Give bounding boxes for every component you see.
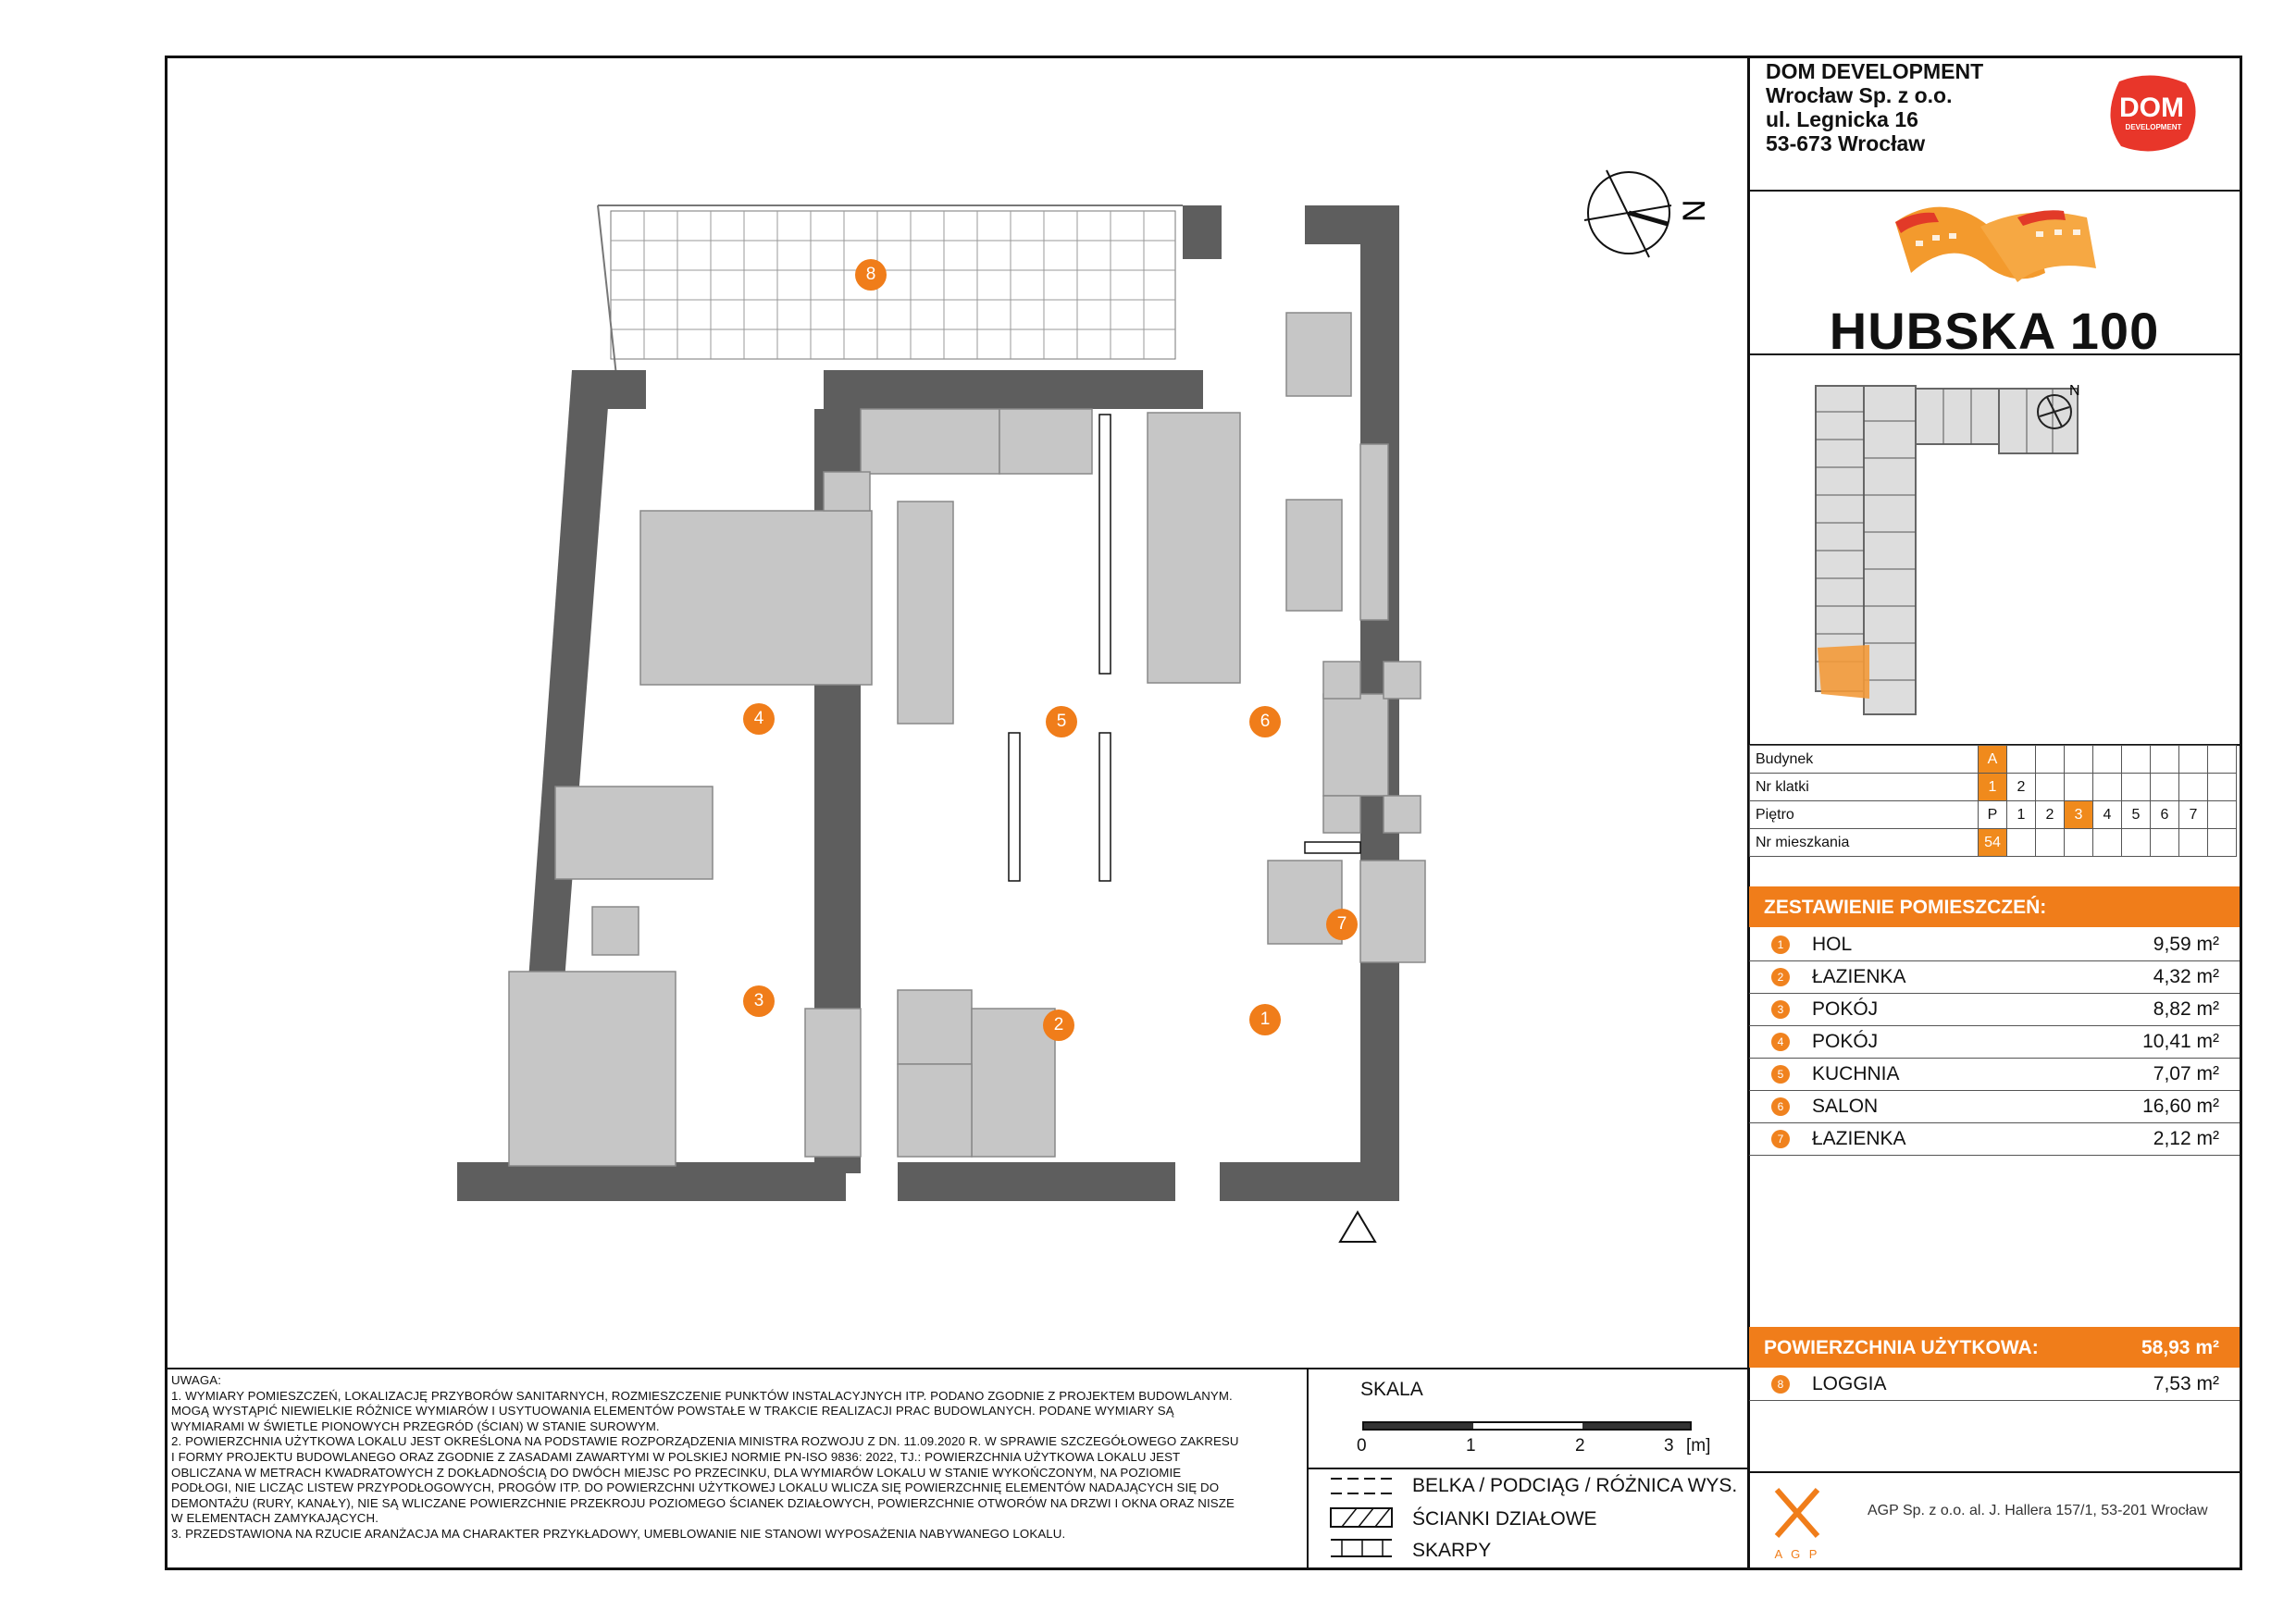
note-line: MOGĄ WYSTĄPIĆ NIEWIELKIE RÓŻNICE WYMIARÓW I USYTUOWANIA ELEMENTÓW POWSTAŁE W TRAKCIE REALIZACJI PRAC BUDOWLANYCH. PODANE WYMIARY SĄ [171, 1404, 1174, 1419]
room-name: LOGGIA [1812, 1373, 1887, 1394]
developer-street: ul. Legnicka 16 [1766, 107, 1918, 131]
developer-address [1766, 59, 1983, 155]
room-area: 16,60 m² [2142, 1096, 2219, 1117]
room-area: 9,59 m² [2153, 934, 2219, 955]
scale-tick: 1 [1466, 1436, 1476, 1456]
room-number-badge: 3 [1771, 1000, 1790, 1019]
beam-legend-label: BELKA / PODCIĄG / RÓŻNICA WYS. [1412, 1475, 1738, 1496]
room-name: HOL [1812, 934, 1853, 955]
usable-area-label: POWIERZCHNIA UŻYTKOWA: [1764, 1337, 2039, 1358]
floor-value: P [1979, 801, 2007, 829]
note-line: 2. POWIERZCHNIA UŻYTKOWA LOKALU JEST OKREŚLONA NA PODSTAWIE ROZPORZĄDZENIA MINISTRA ROZWOJU Z DN. 11.09.2020 R. W SPRAWIE SZCZEGÓŁOWEGO ZAKRESU [171, 1434, 1239, 1449]
agp-logo-icon [1769, 1484, 1825, 1562]
apartment-info-table [1749, 745, 2237, 857]
legend-divider [1307, 1468, 1749, 1469]
agp-address: AGP Sp. z o.o. al. J. Hallera 157/1, 53-201 Wrocław [1868, 1503, 2208, 1518]
entrance-marker-icon [1338, 1210, 1377, 1244]
note-line: OBLICZANA W METRACH KWADRATOWYCH Z DOKŁADNOŚCIĄ DO DWÓCH MIEJSC PO PRZECINKU, DLA WYMIARÓW LOKALU W STANIE WYKOŃCZONYM, NA POZIOMIE [171, 1465, 1182, 1480]
reveal-legend-icon [1329, 1536, 1394, 1560]
plan-room-badge: 3 [743, 985, 775, 1017]
film-strip-graphic [1888, 194, 2101, 291]
plan-room-badge: 1 [1249, 1004, 1281, 1035]
room-number-badge: 8 [1771, 1375, 1790, 1394]
dom-development-logo [2101, 72, 2203, 155]
room-row [1749, 1026, 2240, 1059]
room-number-badge: 5 [1771, 1065, 1790, 1084]
plan-room-badge: 8 [855, 259, 887, 291]
scale-tick: 2 [1575, 1436, 1585, 1456]
floor-value: 1 [2007, 801, 2036, 829]
scale-unit: [m] [1686, 1436, 1711, 1456]
room-number-badge: 1 [1771, 935, 1790, 954]
header-divider [1747, 190, 2242, 192]
room-row [1749, 1123, 2240, 1156]
room-name: KUCHNIA [1812, 1063, 1900, 1084]
floor-value: 6 [2151, 801, 2179, 829]
loggia-grid [611, 211, 1175, 359]
note-line: W ELEMENTACH ZAMYKAJĄCYCH. [171, 1511, 379, 1526]
floor-row [1750, 801, 2237, 829]
scale-tick: 3 [1664, 1436, 1674, 1456]
room-number-badge: 4 [1771, 1033, 1790, 1051]
room-area: 10,41 m² [2142, 1031, 2219, 1052]
loggia-row [1749, 1369, 2240, 1401]
room-name: ŁAZIENKA [1812, 966, 1906, 987]
room-number-badge: 6 [1771, 1097, 1790, 1116]
logo-main-text: DOM [2119, 93, 2184, 123]
partition-legend-label: ŚCIANKI DZIAŁOWE [1412, 1508, 1597, 1530]
scale-bar [1362, 1421, 1692, 1431]
room-name: ŁAZIENKA [1812, 1128, 1906, 1149]
floor-value: 2 [2036, 801, 2065, 829]
room-row [1749, 994, 2240, 1026]
beam-legend-icon [1329, 1475, 1394, 1497]
developer-city: 53-673 Wrocław [1766, 131, 1926, 155]
note-line: 3. PRZEDSTAWIONA NA RZUCIE ARANŻACJA MA CHARAKTER PRZYKŁADOWY, UMEBLOWANIE NIE STANOWI WYPOSAŻENIA NABYWANEGO LOKALU. [171, 1526, 1066, 1541]
note-line: PODŁOGI, NIE LICZĄC LISTEW PRZYPODŁOGOWYCH, PROGÓW ITP. DO POWIERZCHNI UŻYTKOWEJ LOKALU WLICZA SIĘ POWIERZCHNIĘ ELEMENTÓW NADAJĄCYCH SIĘ DO [171, 1481, 1220, 1495]
staircase-row [1750, 774, 2237, 801]
agp-letters: A G P [1774, 1547, 1820, 1561]
plan-room-badge: 5 [1046, 706, 1077, 737]
scale-tick: 0 [1357, 1436, 1367, 1456]
floor-label: Piętro [1750, 801, 1979, 829]
rooms-header [1749, 886, 2240, 927]
room-name: POKÓJ [1812, 998, 1879, 1020]
north-label: N [1677, 199, 1712, 222]
note-line: DEMONTAŻU (RURY, KANAŁY), NIE SĄ WLICZANE POWIERZCHNIE PRZEKROJU POZIOMEGO ŚCIANEK DZIAŁOWYCH, POWIERZCHNIE OTWORÓW NA DRZWI I OKNA ORAZ NISZE [171, 1495, 1235, 1510]
floor-value: 5 [2122, 801, 2151, 829]
key-plan-north-label: N [2069, 383, 2080, 399]
apartment-number-label: Nr mieszkania [1750, 829, 1979, 857]
partition-legend-icon [1329, 1506, 1394, 1529]
developer-company: Wrocław Sp. z o.o. [1766, 83, 1953, 107]
room-area: 8,82 m² [2153, 998, 2219, 1020]
project-title: HUBSKA 100 [1829, 302, 2160, 360]
room-name: POKÓJ [1812, 1031, 1879, 1052]
north-compass-icon [1579, 163, 1718, 265]
floor-value: 4 [2093, 801, 2122, 829]
usable-area-bar [1749, 1327, 2240, 1368]
plan-room-badge: 6 [1249, 706, 1281, 737]
usable-area-value: 58,93 m² [2141, 1337, 2219, 1358]
scale-title: SKALA [1360, 1379, 1423, 1400]
room-area: 7,07 m² [2153, 1063, 2219, 1084]
building-row [1750, 746, 2237, 774]
agp-divider [1747, 1471, 2242, 1473]
apartment-number-value: 54 [1979, 829, 2007, 857]
developer-name: DOM DEVELOPMENT [1766, 59, 1984, 83]
reveal-legend-label: SKARPY [1412, 1540, 1492, 1561]
building-value: A [1979, 746, 2007, 774]
room-area: 7,53 m² [2153, 1373, 2219, 1394]
key-plan [1805, 375, 2082, 726]
staircase-value: 2 [2007, 774, 2036, 801]
note-line: I FORMY PROJEKTU BUDOWLANEGO ORAZ ZGODNIE Z ZASADAMI ZAWARTYMI W POLSKIEJ NORMIE PN-ISO 9836: 2022, TJ.: POWIERZCHNIA UŻYTKOWA LOKALU JEST [171, 1449, 1181, 1464]
note-line: WYMIARAMI W ŚWIETLE PIONOWYCH PRZEGRÓD (ŚCIAN) W STANIE SUROWYM. [171, 1419, 660, 1433]
room-row [1749, 1059, 2240, 1091]
staircase-value: 1 [1979, 774, 2007, 801]
staircase-label: Nr klatki [1750, 774, 1979, 801]
room-number-badge: 2 [1771, 968, 1790, 986]
room-row [1749, 1091, 2240, 1123]
plan-room-badge: 7 [1326, 909, 1358, 940]
room-row [1749, 961, 2240, 994]
floor-plan [435, 194, 1536, 1258]
notes-block [171, 1373, 1309, 1542]
floor-value: 7 [2179, 801, 2208, 829]
note-line: 1. WYMIARY POMIESZCZEŃ, LOKALIZACJĘ PRZYBORÓW SANITARNYCH, ROZMIESZCZENIE PUNKTÓW INSTALACYJNYCH ITP. PODANO ZGODNIE Z PROJEKTEM BUDOWLANYM. [171, 1388, 1233, 1403]
rooms-header-label: ZESTAWIENIE POMIESZCZEŃ: [1764, 897, 2047, 918]
notes-divider [165, 1368, 1749, 1369]
room-row [1749, 929, 2240, 961]
room-area: 4,32 m² [2153, 966, 2219, 987]
building-label: Budynek [1750, 746, 1979, 774]
room-area: 2,12 m² [2153, 1128, 2219, 1149]
plan-room-badge: 4 [743, 703, 775, 735]
apartment-number-row [1750, 829, 2237, 857]
room-number-badge: 7 [1771, 1130, 1790, 1148]
notes-heading: UWAGA: [171, 1373, 222, 1387]
logo-sub-text: DEVELOPMENT [2125, 123, 2182, 131]
room-name: SALON [1812, 1096, 1879, 1117]
plan-room-badge: 2 [1043, 1010, 1074, 1041]
floor-value: 3 [2065, 801, 2093, 829]
